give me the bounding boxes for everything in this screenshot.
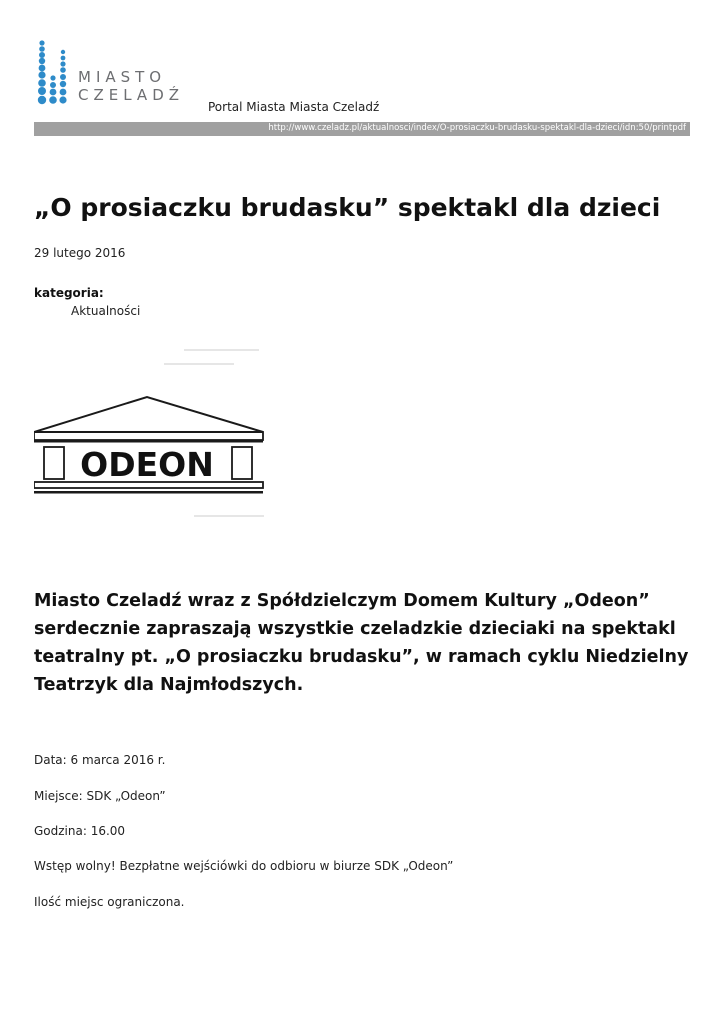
detail-admission: Wstęp wolny! Bezpłatne wejściówki do odbioru w biurze SDK „Odeon” [34,859,454,873]
logo-text-line1: MIASTO [78,68,167,86]
detail-seats: Ilość miejsc ograniczona. [34,895,185,909]
logo-text-line2: CZELADŹ [78,86,185,104]
article-lead: Miasto Czeladź wraz z Spółdzielczym Domem Kultury „Odeon” serdecznie zapraszają wszystkie czeladzkie dzieciaki na spektakl teatralny pt. „O prosiaczku brudasku”, w ramach cyklu Niedzielny Teatrzyk dla Najmłodszych. [34,591,689,695]
detail-time: Godzina: 16.00 [34,824,126,838]
city-logo-dots-icon [34,38,70,110]
odeon-logo-text: ODEON [80,445,214,484]
page-url[interactable]: http://www.czeladz.pl/aktualnosci/index/O-prosiaczku-brudasku-spektakl-dla-dzieci/idn:50/printpdf [268,123,686,133]
odeon-logo-image [34,340,266,540]
url-bar [34,122,690,136]
odeon-entablature-shape [34,432,263,440]
odeon-left-column-shape [44,447,64,479]
category-label: kategoria: [34,286,104,300]
odeon-right-column-shape [232,447,252,479]
city-logo-wordmark [78,68,184,104]
detail-place: Miejsce: SDK „Odeon” [34,789,166,803]
article-date: 29 lutego 2016 [34,246,126,260]
category-value[interactable]: Aktualności [71,304,141,318]
odeon-roof-shape [34,397,263,432]
portal-name: Portal Miasta Miasta Czeladź [208,100,380,114]
detail-date: Data: 6 marca 2016 r. [34,753,166,767]
article-title: „O prosiaczku brudasku” spektakl dla dzieci [34,193,661,222]
city-logo [34,38,204,110]
